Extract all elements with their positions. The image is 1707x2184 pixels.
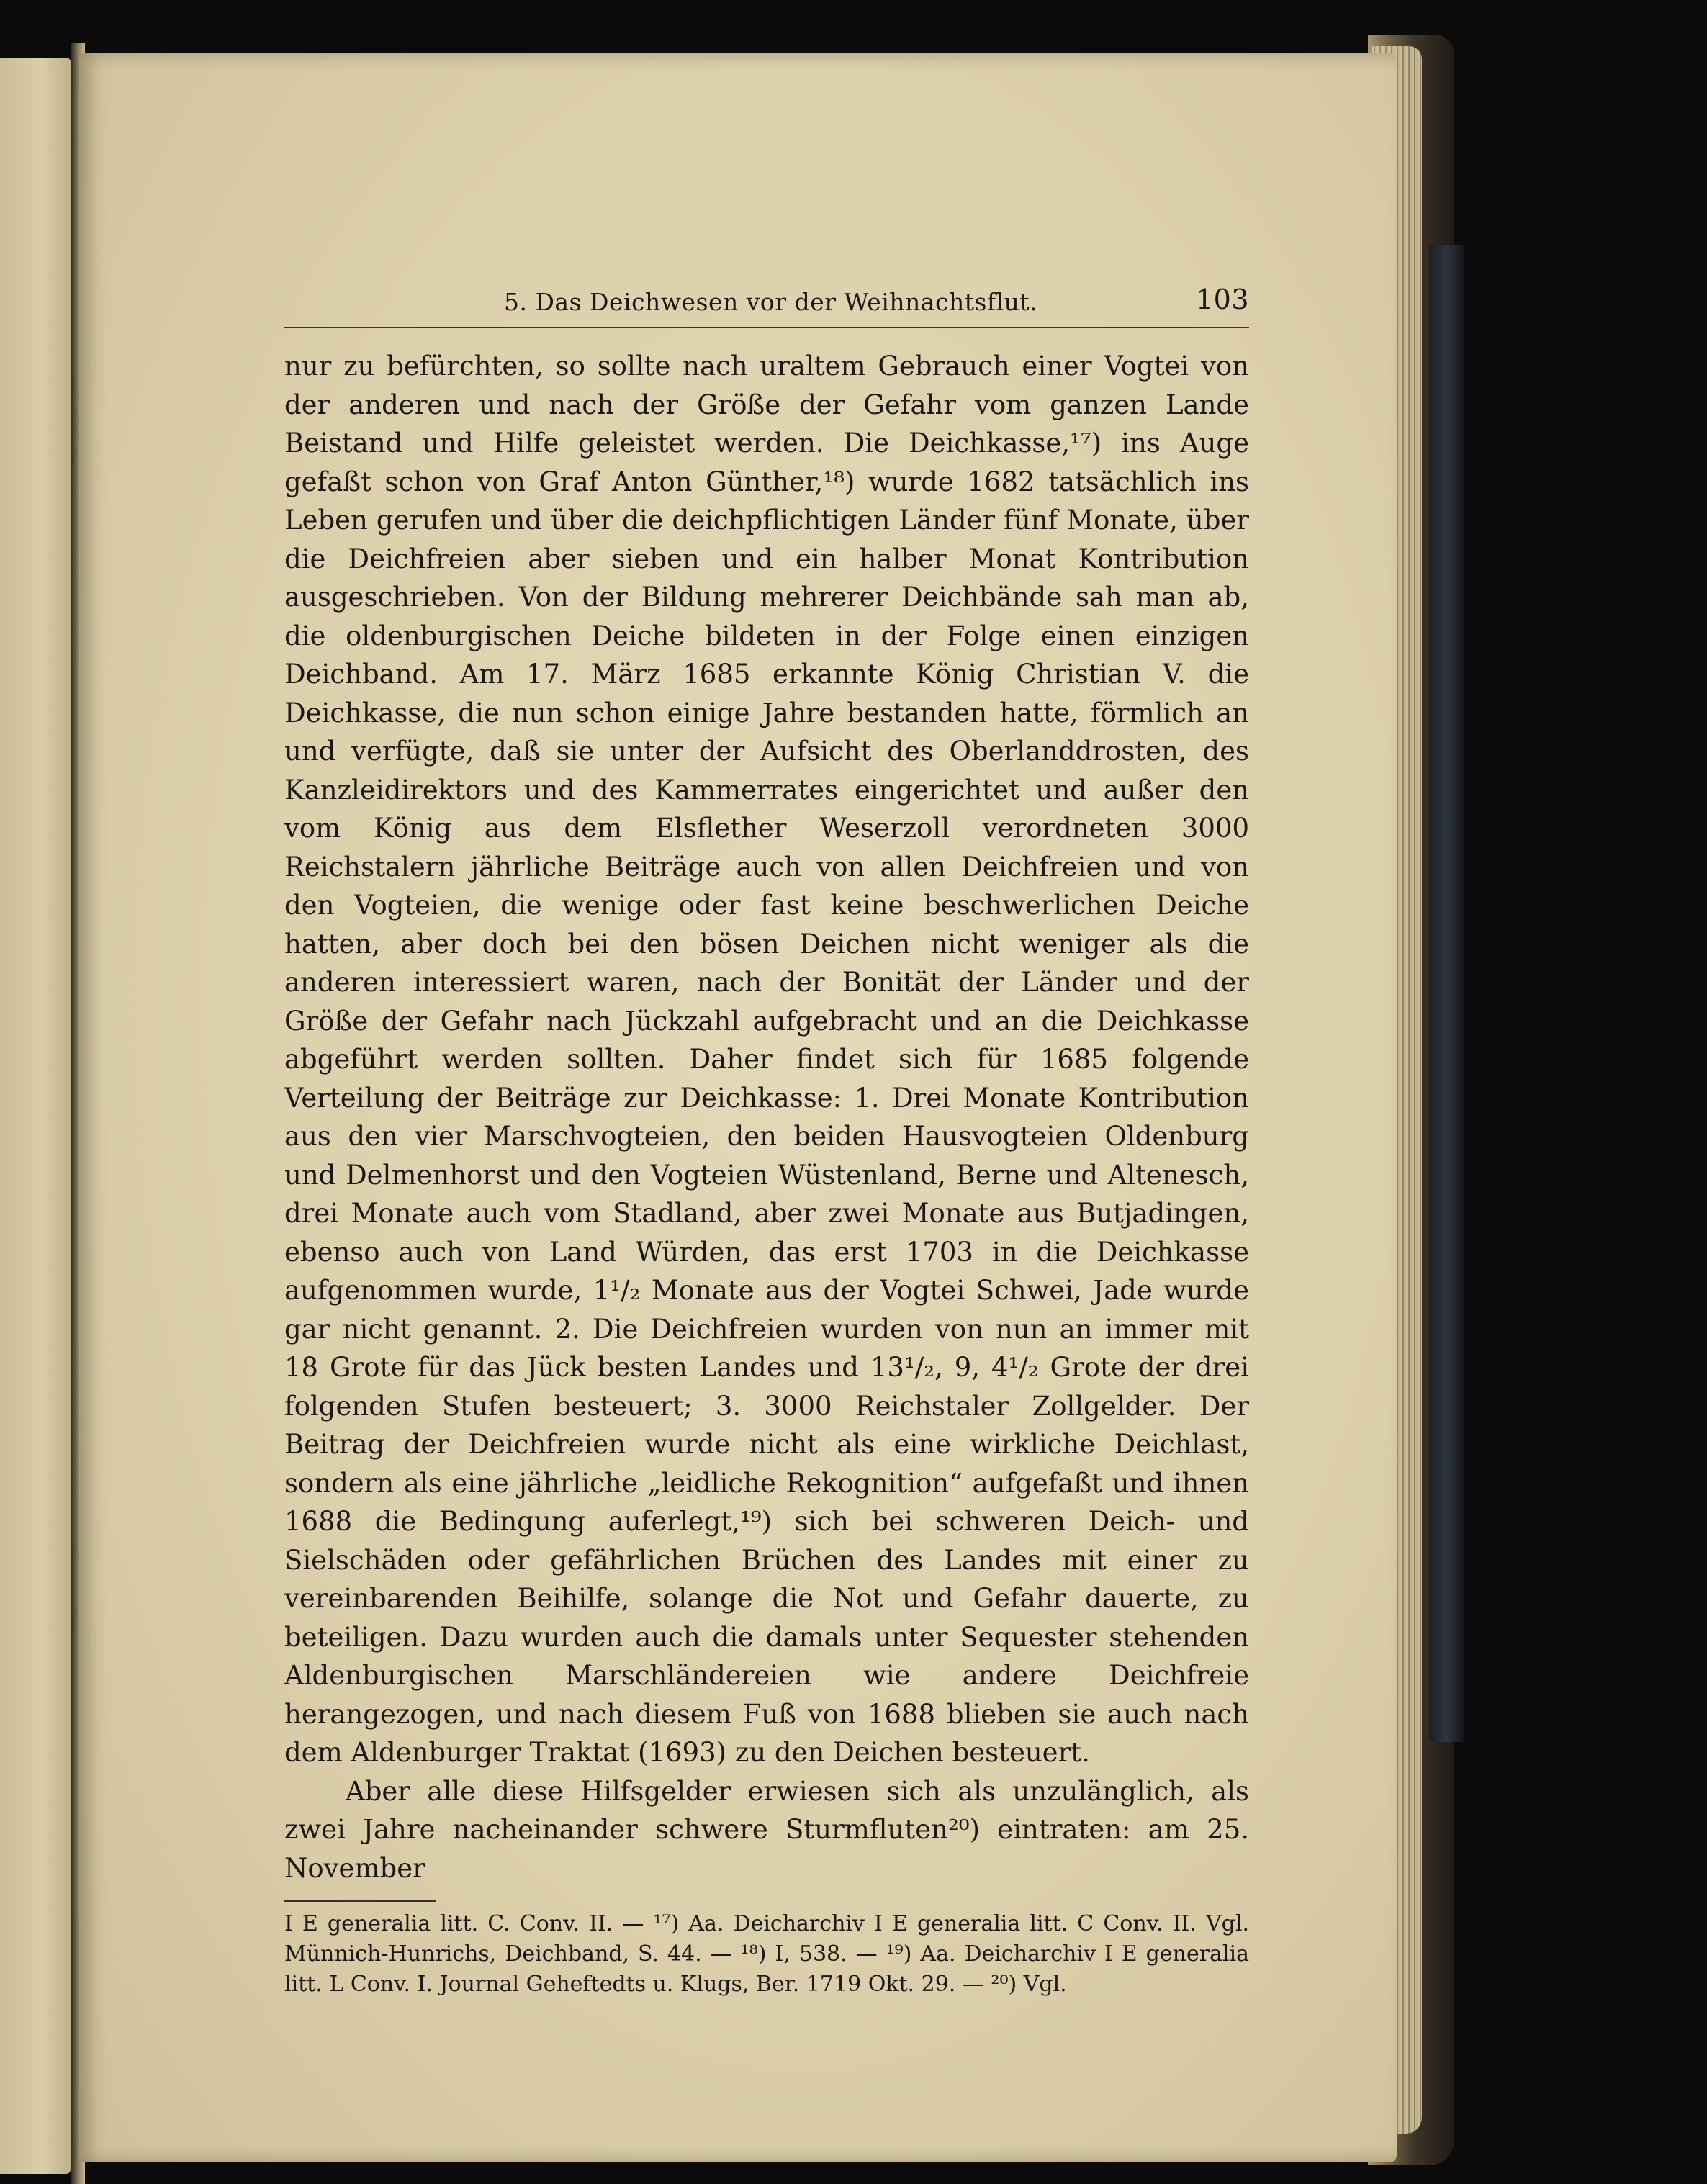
text-block [284, 284, 1249, 2000]
book-binding [1429, 245, 1464, 1742]
body-text [284, 347, 1249, 1887]
paragraph: nur zu befürchten, so sollte nach uraltem Gebrauch einer Vogtei von der anderen und nach der Größe der Gefahr vom ganzen Lande Beistand und Hilfe geleistet werden. Die Deichkasse,¹⁷) ins Auge gefaßt schon von Graf Anton Günther,¹⁸) wurde 1682 tatsächlich ins Leben gerufen und über die deichpflichtigen Länder fünf Monate, über die Deichfreien aber sieben und ein halber Monat Kontribution ausgeschrieben. Von der Bildung mehrerer Deichbände sah man ab, die oldenburgischen Deiche bildeten in der Folge einen einzigen Deichband. Am 17. März 1685 erkannte König Christian V. die Deichkasse, die nun schon einige Jahre bestanden hatte, förmlich an und verfügte, daß sie unter der Aufsicht des Oberlanddrosten, des Kanzleidirektors und des Kammerrates eingerichtet und außer den vom König aus dem Elsflether Weserzoll verordneten 3000 Reichstalern jährliche Beiträge auch von allen Deichfreien und von den Vogteien, die wenige oder fast keine beschwerlichen Deiche hatten, aber doch bei den bösen Deichen nicht weniger als die anderen interessiert waren, nach der Bonität der Länder und der Größe der Gefahr nach Jückzahl aufgebracht und an die Deichkasse abgeführt werden sollten. Daher findet sich für 1685 folgende Verteilung der Beiträge zur Deichkasse: 1. Drei Monate Kontribution aus den vier Marschvogteien, den beiden Hausvogteien Oldenburg und Delmenhorst und den Vogteien Wüstenland, Berne und Altenesch, drei Monate auch vom Stadland, aber zwei Monate aus Butjadingen, ebenso auch von Land Würden, das erst 1703 in die Deichkasse aufgenommen wurde, 1¹/₂ Monate aus der Vogtei Schwei, Jade wurde gar nicht genannt. 2. Die Deichfreien wurden von nun an immer mit 18 Grote für das Jück besten Landes und 13¹/₂, 9, 4¹/₂ Grote der drei folgenden Stufen besteuert; 3. 3000 Reichstaler Zollgelder. Der Beitrag der Deichfreien wurde nicht als eine wirkliche Deichlast, sondern als eine jährliche „leidliche Rekognition“ aufgefaßt und ihnen 1688 die Bedingung auferlegt,¹⁹) sich bei schweren Deich- und Sielschäden oder gefährlichen Brüchen des Landes mit einer zu vereinbarenden Beihilfe, solange die Not und Gefahr dauerte, zu beteiligen. Dazu wurden auch die damals unter Sequester stehenden Aldenburgischen Marschländereien wie andere Deichfreie herangezogen, und nach diesem Fuß von 1688 blieben sie auch nach dem Aldenburger Traktat (1693) zu den Deichen besteuert. [284, 351, 1249, 1768]
running-head-title: 5. Das Deichwesen vor der Weihnachtsflut. [504, 288, 1038, 316]
paragraph: Aber alle diese Hilfsgelder erwiesen sich als unzulänglich, als zwei Jahre nacheinander schwere Sturmfluten²⁰) eintraten: am 25. November [284, 1775, 1249, 1884]
running-head [284, 284, 1249, 324]
footnotes [284, 1909, 1249, 2000]
header-rule [284, 327, 1249, 328]
footnote-rule [284, 1900, 436, 1902]
page-number: 103 [1195, 284, 1249, 315]
book-page [79, 53, 1397, 2162]
left-page-edge [0, 58, 71, 2174]
footnote-text: I E generalia litt. C. Conv. II. — ¹⁷) Aa. Deicharchiv I E generalia litt. C Conv. II. Vgl. Münnich-Hunrichs, Deichband, S. 44. — ¹⁸) I, 538. — ¹⁹) Aa. Deicharchiv I E generalia litt. L Conv. I. Journal Geheftedts u. Klugs, Ber. 1719 Okt. 29. — ²⁰) Vgl. [284, 1911, 1249, 1997]
